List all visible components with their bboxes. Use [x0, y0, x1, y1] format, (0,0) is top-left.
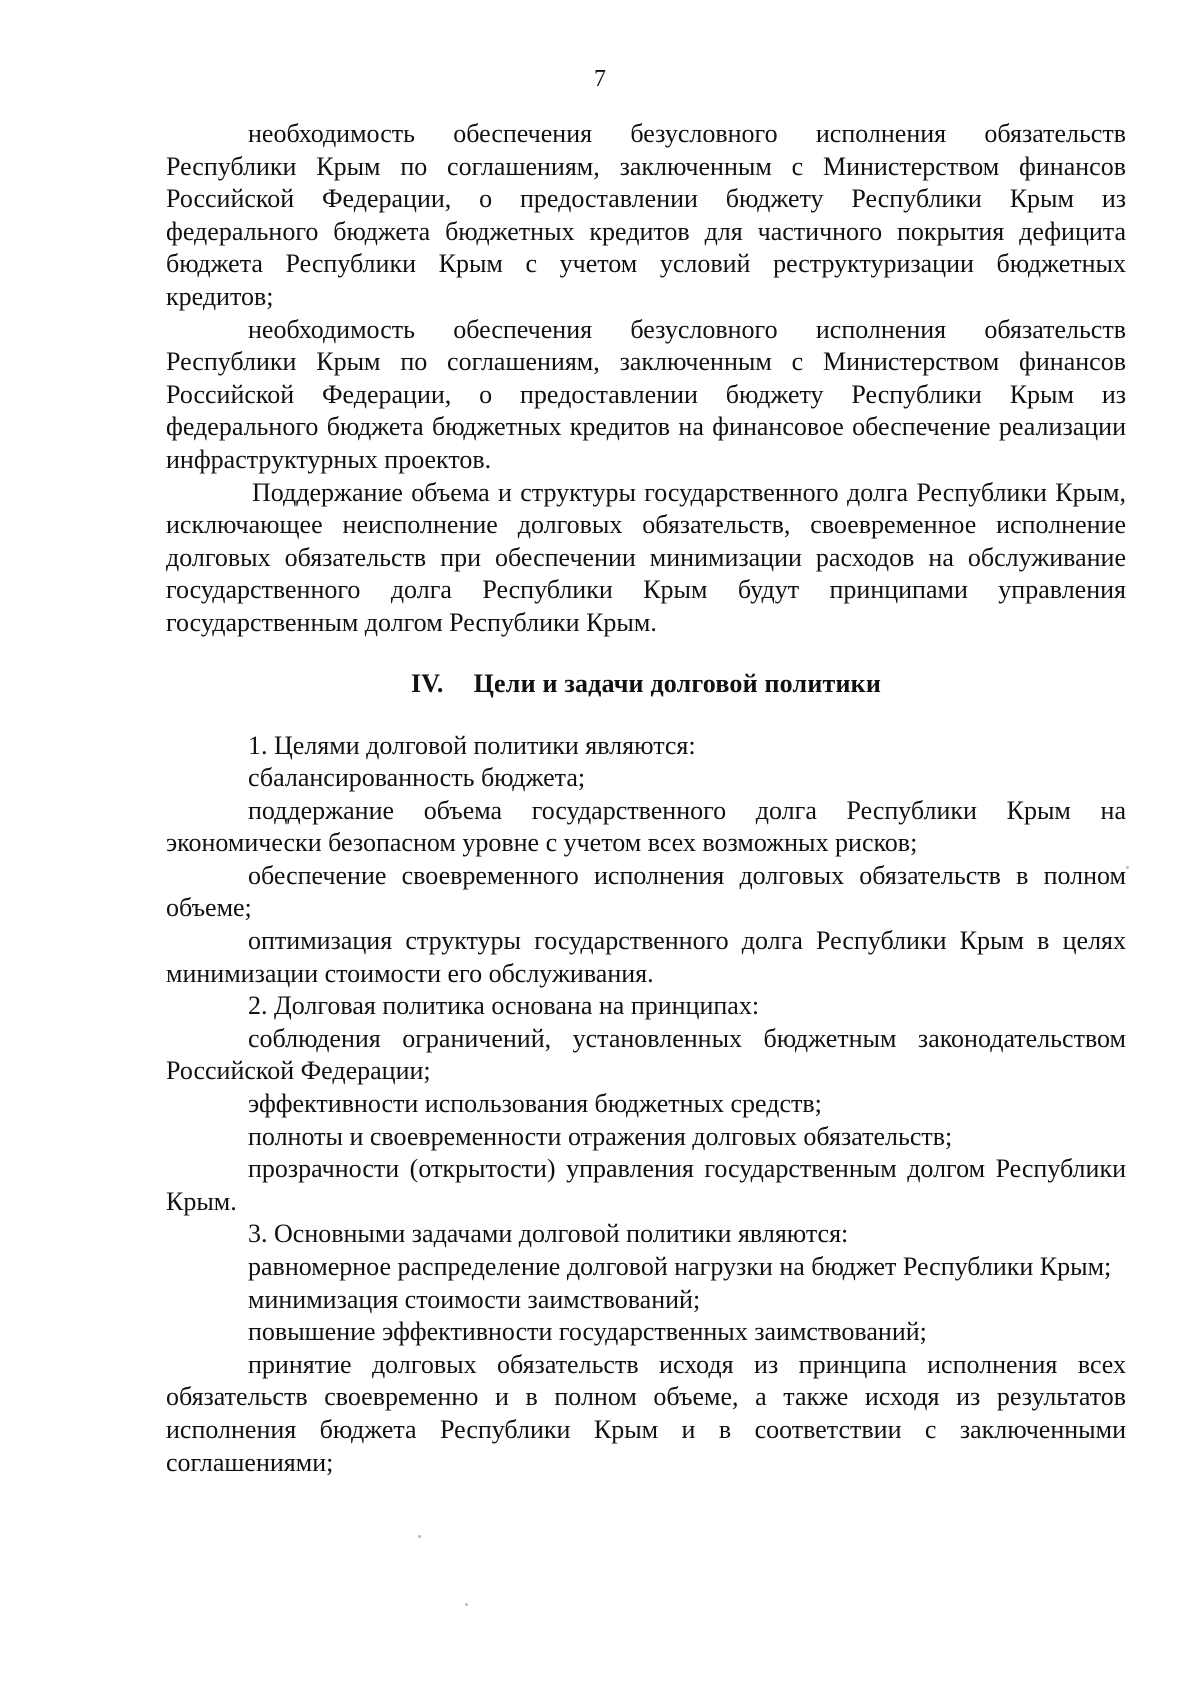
paragraph: оптимизация структуры государственного долга Республики Крым в целях минимизации стоимости его обслуживания. [166, 926, 1126, 988]
scan-speck [465, 1603, 468, 1606]
paragraph: минимизация стоимости заимствований; [248, 1284, 701, 1314]
document-body [166, 118, 1126, 1479]
paragraph: 3. Основными задачами долговой политики являются: [248, 1219, 849, 1249]
paragraph: поддержание объема государственного долга Республики Крым на экономически безопасном уровне с учетом всех возможных рисков; [166, 795, 1126, 858]
paragraph: принятие долговых обязательств исходя из принципа исполнения всех обязательств своевременно и в полном объеме, а также исходя из результатов исполнения бюджета Республики Крым и в соответствии с заключенными соглашениями; [166, 1349, 1126, 1477]
section-heading [166, 668, 1126, 700]
scan-speck [418, 1535, 421, 1538]
paragraph: сбалансированность бюджета; [248, 763, 586, 793]
page-number: 7 [594, 66, 606, 92]
paragraph: эффективности использования бюджетных средств; [248, 1089, 822, 1119]
paragraph: прозрачности (открытости) управления государственным долгом Республики Крым. [166, 1154, 1126, 1216]
section-title: Цели и задачи долговой политики [473, 668, 882, 698]
paragraph: необходимость обеспечения безусловного исполнения обязательств Республики Крым по соглашениям, заключенным с Министерством финансов Российской Федерации, о предоставлении бюджету Республики Крым из федерального бюджета бюджетных кредитов для частичного покрытия дефицита бюджета Республики Крым с учетом условий реструктуризации бюджетных кредитов; [166, 119, 1126, 311]
paragraph: Поддержание объема и структуры государственного долга Республики Крым, исключающее неисполнение долговых обязательств, своевременное исполнение долговых обязательств при обеспечении минимизации расходов на обслуживание государственного долга Республики Крым будут принципами управления государственным долгом Республики Крым. [166, 477, 1126, 637]
paragraph: повышение эффективности государственных заимствований; [248, 1317, 927, 1347]
section-number: IV. [410, 668, 444, 698]
paragraph: обеспечение своевременного исполнения долговых обязательств в полном объеме; [166, 860, 1126, 923]
paragraph: равномерное распределение долговой нагрузки на бюджет Республики Крым; [248, 1252, 1112, 1281]
paragraph: 2. Долговая политика основана на принципах: [248, 991, 760, 1021]
section-content [166, 730, 1126, 1480]
scan-speck [1126, 866, 1129, 869]
paragraph: 1. Целями долговой политики являются: [248, 730, 696, 760]
paragraph: соблюдения ограничений, установленных бюджетным законодательством Российской Федерации; [166, 1023, 1126, 1086]
paragraph: полноты и своевременности отражения долговых обязательств; [248, 1121, 953, 1151]
paragraph: необходимость обеспечения безусловного исполнения обязательств Республики Крым по соглашениям, заключенным с Министерством финансов Российской Федерации, о предоставлении бюджету Республики Крым из федерального бюджета бюджетных кредитов на финансовое обеспечение реализации инфраструктурных проектов. [166, 314, 1126, 474]
